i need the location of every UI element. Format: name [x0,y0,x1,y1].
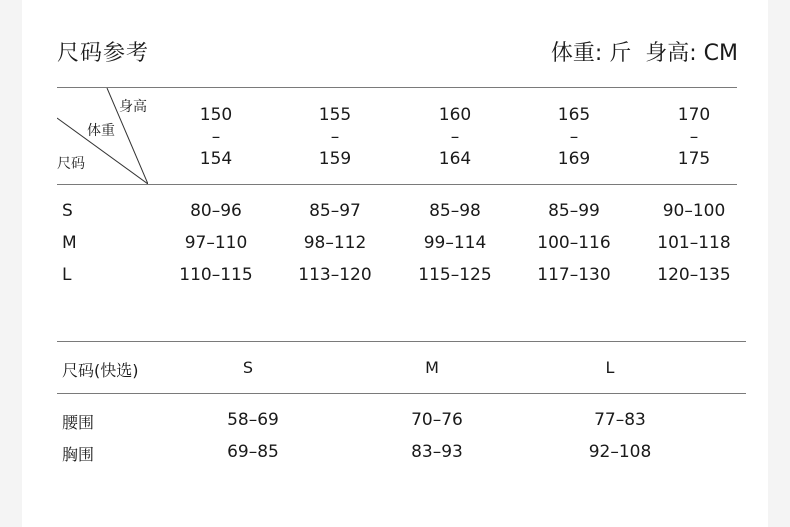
weight-range-cell: 101–118 [657,233,731,253]
table-row [0,201,790,225]
quick-size-column-s: S [242,358,254,377]
height-range-to: 159 [318,149,352,169]
height-column-header [415,104,495,170]
height-range-from: 150 [199,105,233,125]
corner-height-label: 身高 [119,99,147,115]
size-label: S [62,201,73,221]
height-range-to: 175 [677,149,711,169]
height-column-header [176,104,256,170]
weight-range-cell: 98–112 [303,233,367,253]
measurement-cell: 83–93 [411,442,463,462]
height-unit-label: 身高: CM [645,41,738,66]
weight-range-cell: 97–110 [184,233,248,253]
weight-range-cell: 120–135 [657,265,731,285]
weight-range-cell: 90–100 [662,201,726,221]
table-top-divider [57,87,737,88]
weight-range-cell: 113–120 [298,265,372,285]
weight-range-cell: 85–98 [429,201,481,221]
weight-range-cell: 117–130 [537,265,611,285]
measurement-cell: 58–69 [227,410,279,430]
measurement-label: 腰围 [62,413,95,432]
table-row [0,265,790,289]
table-row [0,410,790,434]
measurement-cell: 92–108 [588,442,652,462]
height-range-dash: – [211,127,221,147]
weight-range-cell: 115–125 [418,265,492,285]
height-column-header [654,104,734,170]
height-range-dash: – [569,127,579,147]
measurement-cell: 77–83 [594,410,646,430]
height-range-to: 164 [438,149,472,169]
corner-size-label: 尺码 [57,156,85,172]
height-column-header [295,104,375,170]
height-range-from: 170 [677,105,711,125]
height-range-to: 154 [199,149,233,169]
table-header-divider [57,184,737,185]
size-label: M [62,233,77,253]
quick-table-top-divider [57,341,746,342]
height-range-to: 169 [557,149,591,169]
quick-table-header-divider [57,393,746,394]
units-legend [551,36,738,67]
weight-range-cell: 85–99 [548,201,600,221]
page-title: 尺码参考 [57,41,150,66]
quick-size-column-l: L [605,358,615,377]
weight-unit-label: 体重: 斤 [550,41,632,66]
height-range-from: 160 [438,105,472,125]
measurement-cell: 69–85 [227,442,279,462]
height-range-dash: – [330,127,340,147]
height-column-header [534,104,614,170]
weight-range-cell: 100–116 [537,233,611,253]
weight-range-cell: 80–96 [190,201,242,221]
measurement-cell: 70–76 [411,410,463,430]
measurement-label: 胸围 [62,445,95,464]
table-row [0,442,790,466]
weight-range-cell: 85–97 [309,201,361,221]
corner-weight-label: 体重 [87,123,115,139]
weight-range-cell: 110–115 [179,265,253,285]
weight-range-cell: 99–114 [423,233,487,253]
size-label: L [62,265,72,285]
quick-size-header-label: 尺码(快选) [62,361,139,380]
height-range-dash: – [689,127,699,147]
height-range-from: 155 [318,105,352,125]
table-row [0,233,790,257]
quick-size-column-m: M [425,358,439,377]
height-range-from: 165 [557,105,591,125]
height-range-dash: – [450,127,460,147]
table-corner-header [57,88,148,184]
